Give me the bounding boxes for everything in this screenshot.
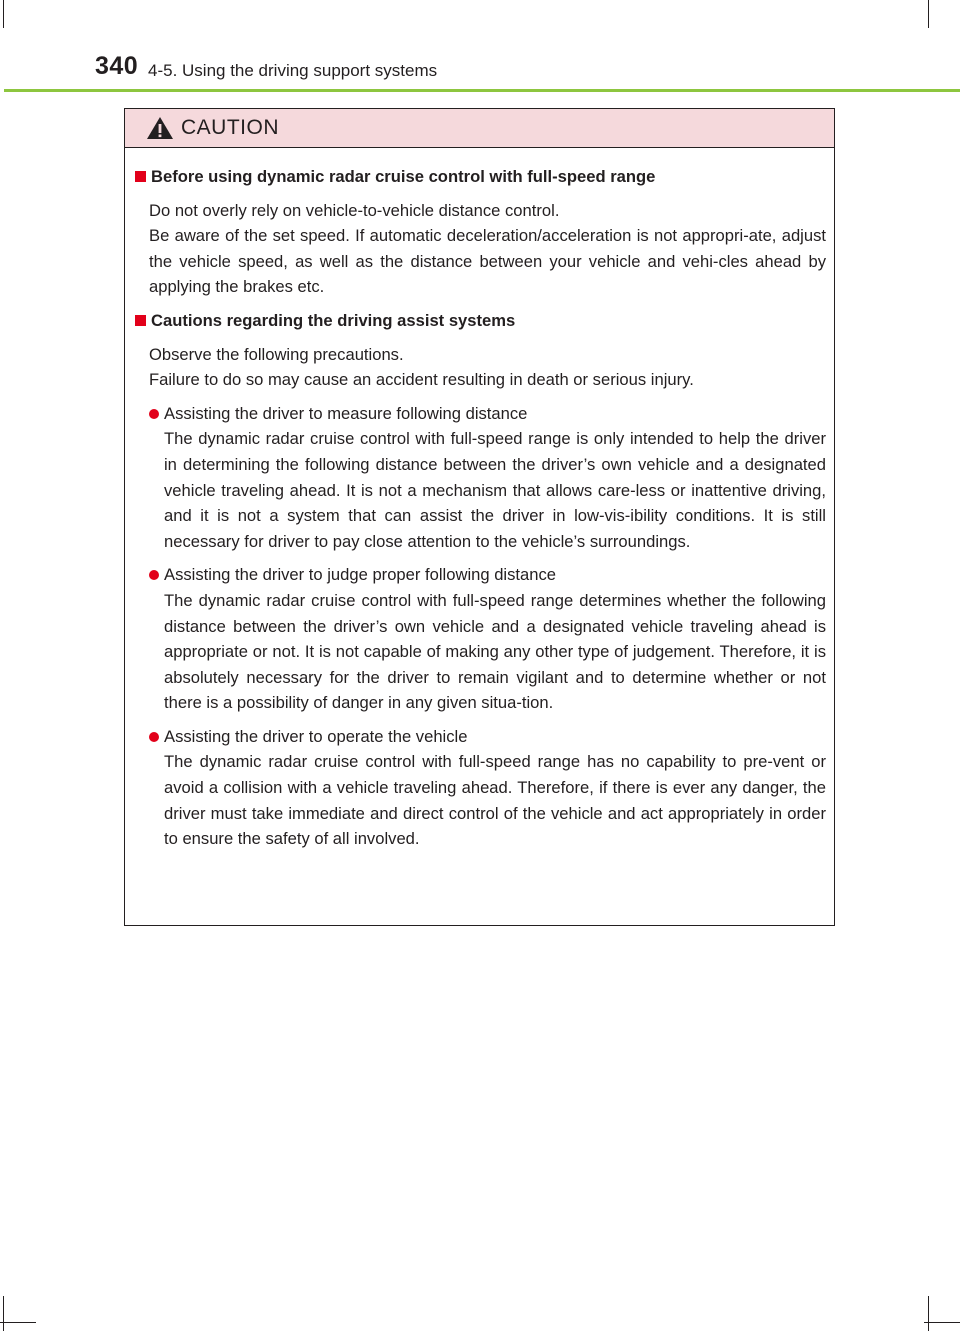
header-rule	[4, 89, 960, 92]
paragraph-line: Do not overly rely on vehicle-to-vehicle distance control.	[149, 200, 560, 220]
list-item	[135, 724, 826, 852]
list-item	[135, 401, 826, 555]
page-number: 340	[95, 52, 139, 80]
caution-box	[124, 108, 835, 926]
square-bullet-icon	[135, 315, 146, 326]
warning-triangle-icon	[145, 115, 175, 141]
section-title: 4-5. Using the driving support systems	[148, 61, 438, 80]
crop-mark	[924, 1322, 960, 1323]
paragraph-line: Observe the following precautions.	[149, 344, 404, 364]
caution-label: CAUTION	[181, 116, 279, 139]
page-header	[0, 0, 960, 95]
section-heading-text: Before using dynamic radar cruise control with full-speed range	[151, 167, 656, 186]
section-heading	[135, 164, 826, 190]
bullet-title: Assisting the driver to judge proper following distance	[164, 565, 557, 585]
caution-body	[125, 148, 834, 852]
crop-mark	[3, 1296, 4, 1331]
crop-mark	[928, 1296, 929, 1331]
circle-bullet-icon	[149, 570, 159, 580]
caution-header	[125, 109, 834, 148]
paragraph-line: Failure to do so may cause an accident resulting in death or serious injury.	[149, 370, 694, 390]
section-heading-text: Cautions regarding the driving assist systems	[151, 310, 516, 330]
bullet-text: The dynamic radar cruise control with full-speed range is only intended to help the driver in determining the following distance between the driver’s own vehicle and a designated vehicle traveling ahead. It is not a mechanism that allows care-less or inattentive driving, and it is not a system that can assist the driver in low-vis-ibility conditions. It is still necessary for driver to pay close attention to the vehicle’s surroundings.	[164, 429, 826, 551]
paragraph	[135, 198, 826, 300]
circle-bullet-icon	[149, 732, 159, 742]
circle-bullet-icon	[149, 409, 159, 419]
bullet-text: The dynamic radar cruise control with full-speed range has no capability to pre-vent or avoid a collision with a vehicle traveling ahead. Therefore, if there is ever any danger, the driver must take immediate and direct control of the vehicle and act appropriately in order to ensure the safety of all involved.	[164, 752, 826, 849]
crop-mark	[0, 1322, 36, 1323]
paragraph-line: Be aware of the set speed. If automatic deceleration/acceleration is not appropri-ate, adjust the vehicle speed, as well as the distance between your vehicle and vehi-cles ahead by applying the brakes etc.	[149, 226, 826, 297]
paragraph	[135, 342, 826, 393]
section-heading	[135, 308, 826, 334]
square-bullet-icon	[135, 171, 146, 182]
caution-section	[135, 308, 826, 852]
bullet-text: The dynamic radar cruise control with full-speed range determines whether the following distance between the driver’s own vehicle and a designated vehicle traveling ahead is appropriate or not. It is not capable of making any other type of judgement. Therefore, it is absolutely necessary for the driver to remain vigilant and to determine whether or not there is a possibility of danger in any given situa-tion.	[164, 590, 826, 713]
bullet-title: Assisting the driver to measure following distance	[164, 403, 528, 423]
list-item	[135, 562, 826, 716]
caution-section	[135, 164, 826, 300]
bullet-title: Assisting the driver to operate the vehicle	[164, 726, 468, 746]
